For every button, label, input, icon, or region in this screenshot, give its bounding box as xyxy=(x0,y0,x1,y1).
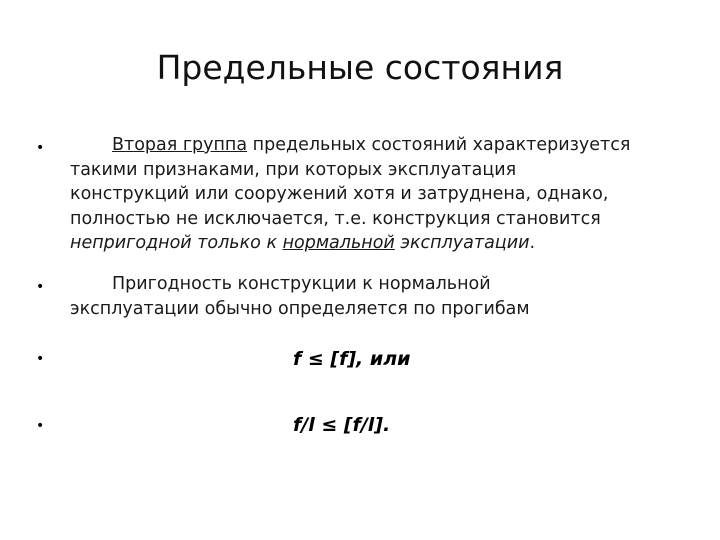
formula-deflection: f ≤ [f], или xyxy=(293,348,411,370)
paragraph-line xyxy=(70,272,700,297)
bullet-marker: • xyxy=(36,140,45,156)
bullet-marker: • xyxy=(36,418,45,434)
paragraph-line xyxy=(70,231,700,256)
italic-underlined-term: нормальной xyxy=(282,233,395,253)
italic-segment: эксплуатации xyxy=(394,233,530,253)
paragraph-line: конструкций или сооружений хотя и затруднена, однако, xyxy=(70,184,609,204)
paragraph-second-group xyxy=(70,133,700,256)
slide-title: Предельные состояния xyxy=(156,48,564,87)
bullet-marker: • xyxy=(36,279,45,295)
text-segment: . xyxy=(529,233,536,253)
paragraph-line: такими признаками, при которых эксплуатация xyxy=(70,159,517,180)
paragraph-line xyxy=(70,133,700,158)
formula-relative-deflection: f/l ≤ [f/l]. xyxy=(293,414,391,436)
bullet-marker: • xyxy=(36,351,45,367)
paragraph-line: полностью не исключается, т.е. конструкция становится xyxy=(70,208,601,229)
italic-segment: непригодной только к xyxy=(70,233,283,253)
paragraph-serviceability xyxy=(70,272,700,321)
underlined-term: Вторая группа xyxy=(112,135,248,155)
paragraph-line: эксплуатации обычно определяется по прогибам xyxy=(70,298,530,319)
text-segment: предельных состояний характеризуется xyxy=(247,135,631,155)
text-segment: Пригодность конструкции к нормальной xyxy=(112,274,491,294)
